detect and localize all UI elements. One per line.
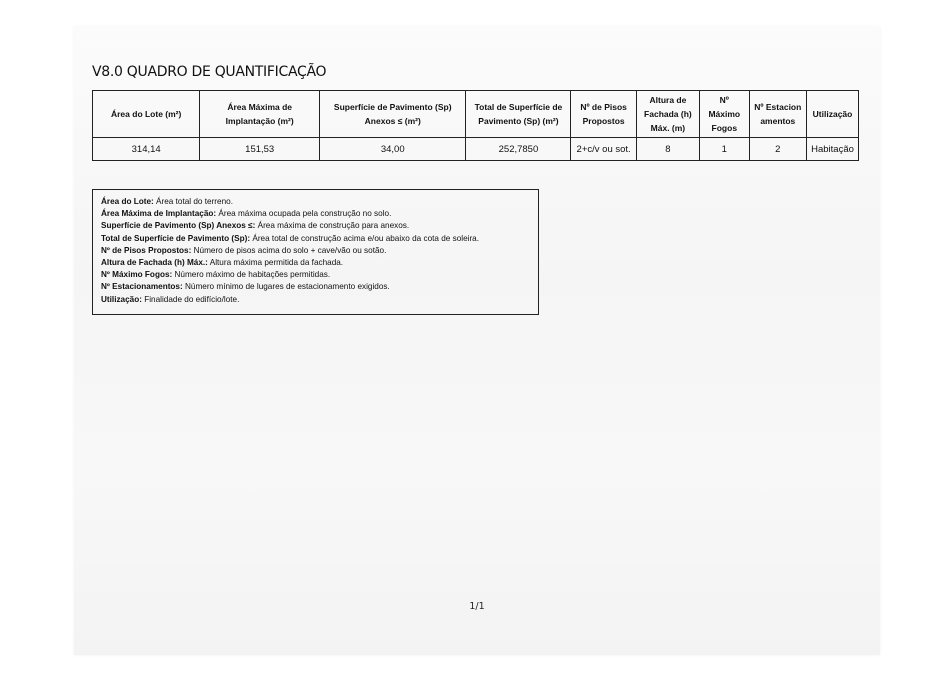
legend-description: Altura máxima permitida da fachada. bbox=[207, 258, 344, 268]
cell-altura-fachada: 8 bbox=[636, 138, 699, 161]
legend-item bbox=[101, 281, 530, 293]
legend-term: Total de Superfície de Pavimento (Sp): bbox=[101, 233, 251, 243]
cell-n-pisos: 2+c/v ou sot. bbox=[571, 138, 636, 161]
legend-item bbox=[101, 233, 530, 245]
header-area-max-implantacao: Área Máxima de Implantação (m²) bbox=[200, 91, 320, 138]
legend-term: Área do Lote: bbox=[101, 197, 154, 206]
legend-description: Número de pisos acima do solo + cave/vão ou sotão. bbox=[191, 245, 387, 255]
header-n-estacionamentos: Nº Estacion amentos bbox=[749, 91, 806, 138]
legend-item bbox=[101, 294, 530, 306]
document-page bbox=[74, 27, 880, 655]
legend-term: Área Máxima de Implantação: bbox=[101, 209, 217, 219]
header-utilizacao: Utilização bbox=[807, 91, 859, 138]
legend-item bbox=[101, 208, 530, 220]
legend-description: Área total de construção acima e/ou abaixo da cota de soleira. bbox=[250, 233, 480, 243]
legend-box bbox=[92, 189, 539, 315]
cell-superficie-anexos: 34,00 bbox=[320, 138, 466, 161]
legend-term: Utilização: bbox=[101, 294, 142, 304]
cell-area-max-implantacao: 151,53 bbox=[200, 138, 320, 161]
legend-item bbox=[101, 196, 530, 208]
page-title: V8.0 QUADRO DE QUANTIFICAÇÃO bbox=[92, 64, 327, 80]
cell-total-superficie: 252,7850 bbox=[466, 138, 571, 161]
legend-description: Número máximo de habitações permitidas. bbox=[172, 270, 331, 280]
legend-description: Área máxima ocupada pela construção no solo. bbox=[216, 209, 392, 219]
legend-description: Número mínimo de lugares de estacionamento exigidos. bbox=[182, 282, 390, 292]
legend-description: Finalidade do edifício/lote. bbox=[141, 294, 240, 304]
header-n-fogos: Nº Máximo Fogos bbox=[700, 91, 750, 138]
header-n-pisos: Nº de Pisos Propostos bbox=[571, 91, 636, 138]
legend-term: Nº Estacionamentos: bbox=[101, 282, 183, 292]
cell-n-estacionamentos: 2 bbox=[749, 138, 806, 161]
table-header-row bbox=[93, 91, 859, 138]
legend-description: Área total do terreno. bbox=[153, 197, 233, 206]
header-area-lote: Área do Lote (m²) bbox=[93, 91, 200, 138]
header-altura-fachada: Altura de Fachada (h) Máx. (m) bbox=[636, 91, 699, 138]
quantification-table bbox=[92, 90, 859, 161]
header-total-superficie: Total de Superfície de Pavimento (Sp) (m²) bbox=[466, 91, 571, 138]
legend-item bbox=[101, 245, 530, 257]
cell-area-lote: 314,14 bbox=[93, 138, 200, 161]
legend-item bbox=[101, 269, 530, 281]
cell-n-fogos: 1 bbox=[700, 138, 750, 161]
page-number: 1/1 bbox=[469, 601, 485, 612]
legend-description: Área máxima de construção para anexos. bbox=[255, 221, 410, 231]
legend-item bbox=[101, 220, 530, 232]
legend-term: Altura de Fachada (h) Máx.: bbox=[101, 258, 208, 268]
table-row bbox=[93, 138, 859, 161]
legend-term: Nº de Pisos Propostos: bbox=[101, 245, 192, 255]
legend-item bbox=[101, 257, 530, 269]
legend-term: Nº Máximo Fogos: bbox=[101, 270, 173, 280]
cell-utilizacao: Habitação bbox=[807, 138, 859, 161]
legend-term: Superfície de Pavimento (Sp) Anexos ≤: bbox=[101, 221, 256, 231]
header-superficie-anexos: Superfície de Pavimento (Sp) Anexos ≤ (m²) bbox=[320, 91, 466, 138]
